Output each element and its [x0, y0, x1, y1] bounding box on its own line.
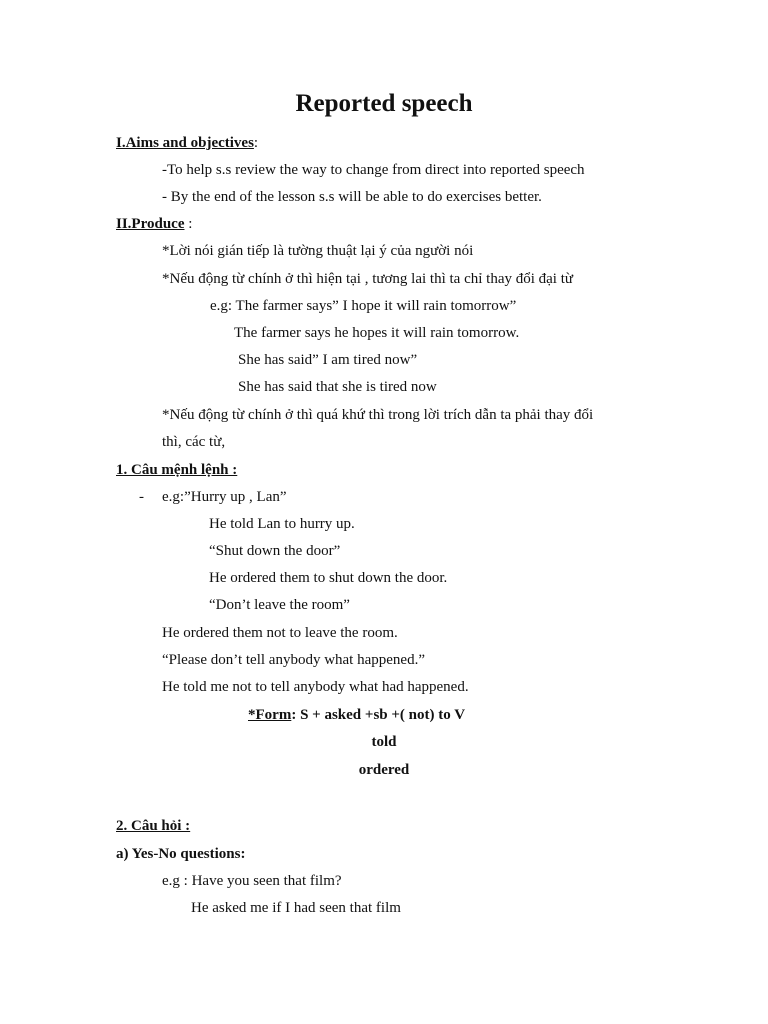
part1-example-4: He ordered them to shut down the door.	[209, 570, 448, 586]
section-aims-heading	[116, 134, 258, 152]
part1-form-alt-ordered: ordered	[358, 762, 410, 778]
part1-example-8: He told me not to tell anybody what had happened.	[162, 679, 469, 695]
produce-line-1: *Lời nói gián tiếp là tường thuật lại ý của người nói	[162, 243, 474, 259]
section-produce-heading	[116, 215, 192, 233]
aims-line-1: -To help s.s review the way to change from direct into reported speech	[162, 162, 585, 178]
produce-line-3: *Nếu động từ chính ở thì quá khứ thì trong lời trích dẫn ta phải thay đổi	[162, 407, 594, 423]
produce-example-2: The farmer says he hopes it will rain tomorrow.	[234, 325, 520, 341]
part1-example-2: He told Lan to hurry up.	[209, 516, 355, 532]
part1-bullet: -	[139, 489, 144, 505]
produce-line-2: *Nếu động từ chính ở thì hiện tại , tương lai thì ta chỉ thay đổi đại từ	[162, 271, 574, 287]
part1-example-6: He ordered them not to leave the room.	[162, 625, 398, 641]
part1-form	[248, 706, 465, 724]
part1-form-label: *Form	[248, 707, 292, 723]
section-produce-heading-text: II.Produce	[116, 216, 185, 232]
page-title: Reported speech	[295, 90, 473, 117]
section-aims-heading-text: I.Aims and objectives	[116, 135, 254, 151]
part1-heading: 1. Câu mệnh lệnh :	[116, 462, 238, 478]
section-produce-heading-suffix: :	[184, 216, 193, 232]
produce-line-4: thì, các từ,	[162, 434, 226, 450]
aims-line-2: - By the end of the lesson s.s will be able to do exercises better.	[162, 189, 542, 205]
produce-example-1: e.g: The farmer says” I hope it will rain tomorrow”	[210, 298, 517, 314]
produce-example-4: She has said that she is tired now	[238, 379, 437, 395]
part2-heading: 2. Câu hỏi :	[116, 818, 191, 834]
part2-example-1: e.g : Have you seen that film?	[162, 873, 342, 889]
section-aims-heading-suffix: :	[253, 135, 259, 151]
part1-example-5: “Don’t leave the room”	[209, 597, 350, 613]
part1-example-3: “Shut down the door”	[209, 543, 341, 559]
part1-form-text: : S + asked +sb +( not) to V	[291, 707, 466, 723]
part2-example-2: He asked me if I had seen that film	[191, 900, 401, 916]
part1-form-alt-told: told	[371, 734, 397, 750]
produce-example-3: She has said” I am tired now”	[238, 352, 418, 368]
part1-example-7: “Please don’t tell anybody what happened.”	[162, 652, 425, 668]
part1-example-1: e.g:”Hurry up , Lan”	[162, 489, 287, 505]
part2-subheading: a) Yes-No questions:	[116, 846, 246, 862]
